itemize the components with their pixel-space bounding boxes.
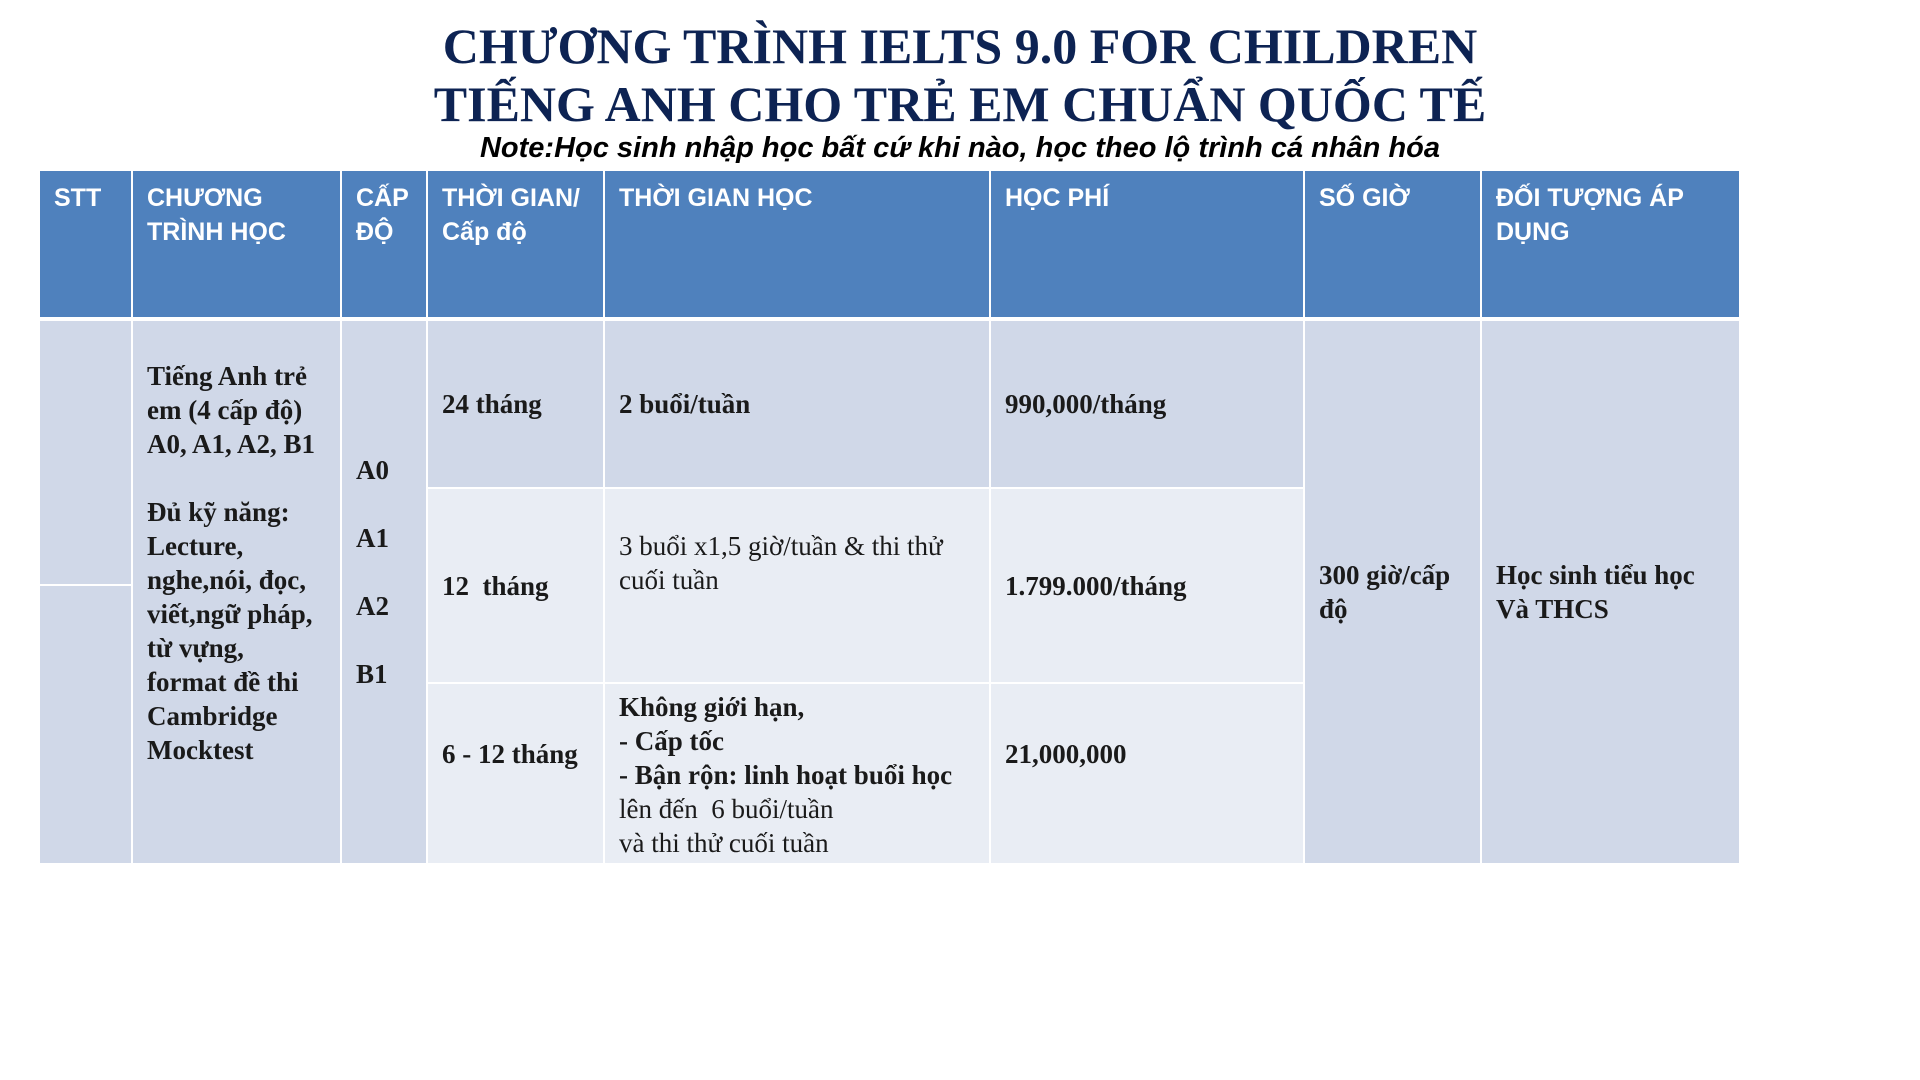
row3-schedule-line4: lên đến 6 buổi/tuần [619, 794, 834, 824]
title-line-2: TIẾNG ANH CHO TRẺ EM CHUẨN QUỐC TẾ [433, 76, 1487, 132]
target-cell [1482, 321, 1739, 863]
row3-schedule-line2: - Cấp tốc [619, 726, 724, 756]
row2-duration [428, 489, 603, 682]
program-name: Tiếng Anh trẻ em (4 cấp độ) A0, A1, A2, B1 [147, 361, 316, 459]
row1-schedule [605, 321, 989, 487]
note-text: Note:Học sinh nhập học bất cứ khi nào, học theo lộ trình cá nhân hóa [479, 132, 1441, 164]
header-hours-label: SỐ GIỜ [1319, 184, 1410, 212]
row2-fee-text: 1.799.000/tháng [1005, 570, 1187, 601]
row2-duration-text: 12 tháng [442, 570, 549, 601]
row3-schedule-line5: và thi thử cuối tuần [619, 828, 829, 858]
level-item: A2 [356, 591, 389, 621]
hours-text: 300 giờ/cấp độ [1319, 560, 1451, 624]
target-line-1: Học sinh tiểu học [1496, 560, 1695, 590]
target-line-2: Và THCS [1496, 594, 1609, 624]
row3-duration [428, 684, 603, 863]
row3-schedule [605, 684, 989, 863]
level-item: B1 [356, 659, 388, 689]
stt-cell-top [40, 321, 131, 584]
header-program-label: CHƯƠNG TRÌNH HỌC [147, 184, 286, 246]
row3-schedule-line3: - Bận rộn: linh hoạt buổi học [619, 760, 953, 790]
row3-schedule-line1: Không giới hạn, [619, 692, 805, 722]
header-target [1482, 171, 1739, 317]
program-skills: Đủ kỹ năng: Lecture, nghe,nói, đọc, viết,ngữ pháp, từ vựng, format đề thi Cambridge Mocktest [147, 497, 313, 765]
row3-fee-text: 21,000,000 [1005, 738, 1127, 769]
row3-duration-text: 6 - 12 tháng [442, 738, 578, 769]
row2-schedule-text: 3 buổi x1,5 giờ/tuần & thi thử cuối tuần [619, 531, 943, 595]
header-program [133, 171, 340, 317]
header-target-label: ĐỐI TƯỢNG ÁP DỤNG [1496, 184, 1684, 246]
level-item: A0 [356, 455, 389, 485]
header-level [342, 171, 426, 317]
header-schedule [605, 171, 989, 317]
hours-cell [1305, 321, 1480, 863]
row1-duration [428, 321, 603, 487]
header-schedule-label: THỜI GIAN HỌC [619, 184, 813, 212]
level-cell [342, 321, 426, 863]
row2-fee [991, 489, 1303, 682]
header-duration [428, 171, 603, 317]
row1-fee-text: 990,000/tháng [1005, 389, 1167, 419]
title-line-1: CHƯƠNG TRÌNH IELTS 9.0 FOR CHILDREN [442, 18, 1478, 74]
header-hours [1305, 171, 1480, 317]
level-item: A1 [356, 523, 389, 553]
row1-duration-text: 24 tháng [442, 389, 542, 419]
row1-schedule-text: 2 buổi/tuần [619, 389, 751, 419]
header-fee-label: HỌC PHÍ [1005, 184, 1110, 212]
header-stt-label: STT [54, 184, 102, 212]
header-stt [40, 171, 131, 317]
header-level-label: CẤP ĐỘ [356, 184, 409, 246]
header-duration-label: THỜI GIAN/ Cấp độ [442, 184, 580, 246]
row2-schedule [605, 489, 989, 682]
header-fee [991, 171, 1303, 317]
row1-fee [991, 321, 1303, 487]
row3-fee [991, 684, 1303, 863]
stt-cell-bottom [40, 586, 131, 863]
program-cell [133, 321, 340, 863]
